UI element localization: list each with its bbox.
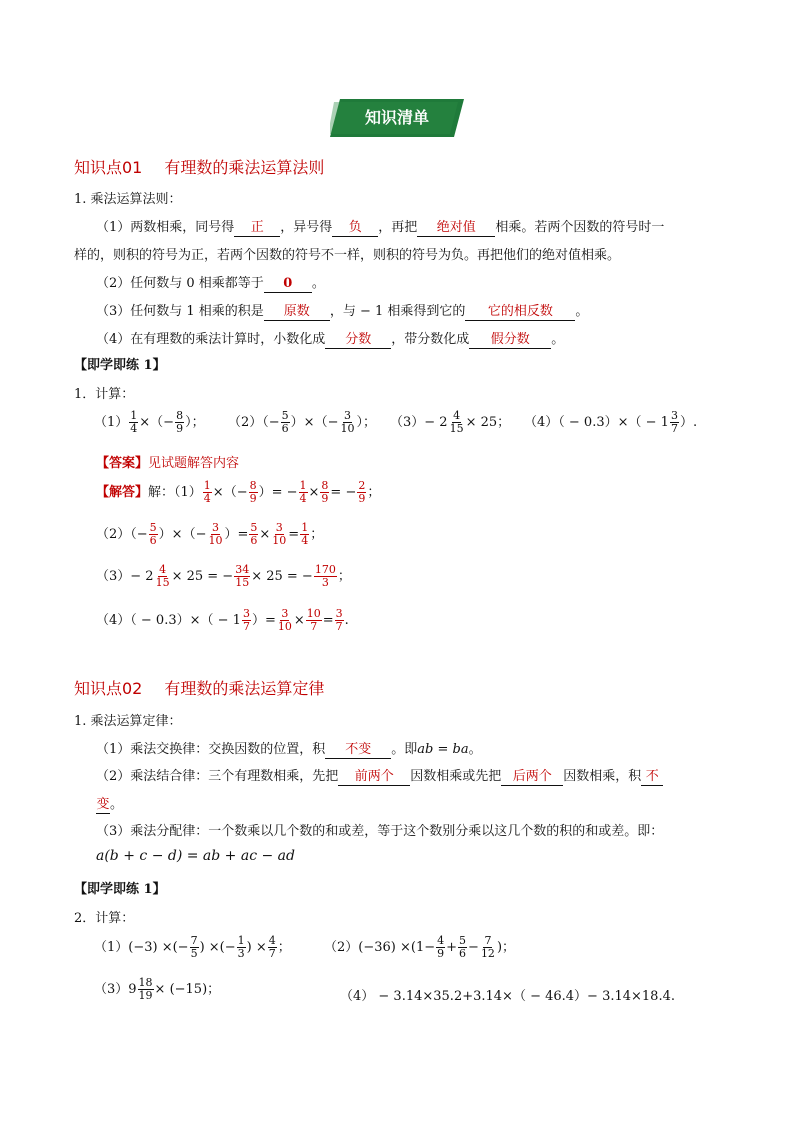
answer-line <box>96 452 239 471</box>
blank-zero: 0 <box>264 276 312 293</box>
rule-line-1: （1）两数相乘，同号得 正 ，异号得 负 ，再把 绝对值 相乘。若两个因数的符号时一 <box>96 220 665 235</box>
question-1: 1．计算： <box>74 387 135 402</box>
rule-line-4: （4）在有理数的乘法计算时，小数化成 分数 ，带分数化成 假分数 。 <box>96 332 565 347</box>
blank-unchanged-2a: 不 <box>641 769 663 786</box>
blank-fraction: 分数 <box>325 332 391 349</box>
blank-unchanged: 不变 <box>325 742 391 759</box>
rule-line-2: （2）任何数与 0 相乘都等于 0 。 <box>96 276 325 291</box>
solution-3: （3）− 2 $\frac{4}{15}$ × 25 = − $\frac{34}{15}$ × 25 = − $\frac{170}{3}$ ； <box>96 563 351 590</box>
banner-title: 知识清单 <box>364 108 429 127</box>
blank-negative: 负 <box>332 220 378 237</box>
problem-2-1: （1）(−3) ×(− $\frac{7}{5}$ ) ×(− $\frac{1}{3}$ ) × $\frac{4}{7}$ ； <box>94 934 291 961</box>
problem-1-4: （4）（ − 0.3）×（ − 1 $\frac{3}{7}$ ）. <box>524 409 698 436</box>
blank-opposite: 它的相反数 <box>465 304 575 321</box>
practice-tag-2: 【即学即练 1】 <box>74 882 166 897</box>
problem-2-3: （3）9 $\frac{18}{19}$ × (−15)； <box>94 976 221 1003</box>
section-banner <box>330 99 464 137</box>
solution-2: （2）（− $\frac{5}{6}$ ）×（− $\frac{3}{10}$ ）= $\frac{5}{6}$ × $\frac{3}{10}$ = $\frac{1}{4}$ ； <box>96 521 324 548</box>
section-1-number: 知识点01 <box>74 158 143 177</box>
section-1-name: 有理数的乘法运算法则 <box>164 158 325 177</box>
answer-tag: 【答案】 <box>96 456 149 471</box>
law-line-2b: 变。 <box>96 797 124 812</box>
question-2: 2．计算： <box>74 911 135 926</box>
rule-line-3: （3）任何数与 1 相乘的积是 原数 ，与 − 1 相乘得到它的 它的相反数 。 <box>96 304 589 319</box>
blank-first-two: 前两个 <box>338 769 410 786</box>
problem-2-4: （4） − 3.14×35.2+3.14×（ − 46.4）− 3.14×18.4. <box>340 989 675 1004</box>
law-line-1: （1）乘法交换律：交换因数的位置，积 不变 。即ab = ba。 <box>96 742 482 757</box>
blank-improper: 假分数 <box>469 332 551 349</box>
section-1-title <box>74 155 324 178</box>
rule-heading: 1. 乘法运算法则： <box>74 192 182 207</box>
section-2-title <box>74 676 324 699</box>
solution-tag: 【解答】 <box>96 485 149 501</box>
blank-positive: 正 <box>234 220 280 237</box>
solution-1: 【解答】解：（1） $\frac{1}{4}$ ×（− $\frac{8}{9}$ ）= − $\frac{1}{4}$ × $\frac{8}{9}$ = − $\frac{2}{9}$ ； <box>96 479 381 506</box>
practice-tag-1: 【即学即练 1】 <box>74 358 166 373</box>
blank-unchanged-2b: 变 <box>96 797 110 812</box>
distributive-formula: a(b + c − d) = ab + ac − ad <box>96 848 295 864</box>
blank-abs-value: 绝对值 <box>417 220 495 237</box>
answer-text: 见试题解答内容 <box>148 456 240 471</box>
law-line-3: （3）乘法分配律：一个数乘以几个数的和或差，等于这个数别分乘以这几个数的积的和或差。即： <box>96 824 664 839</box>
blank-last-two: 后两个 <box>501 769 563 786</box>
problem-2-2: （2）(−36) ×(1− $\frac{4}{9}$ + $\frac{5}{6}$ − $\frac{7}{12}$ )； <box>324 934 516 961</box>
blank-original: 原数 <box>264 304 330 321</box>
problem-1-2: （2）（− $\frac{5}{6}$ ）×（− $\frac{3}{10}$ ）； <box>228 409 376 436</box>
section-2-number: 知识点02 <box>74 679 143 698</box>
problem-1-1: （1） $\frac{1}{4}$ ×（− $\frac{8}{9}$ ）； <box>94 409 205 436</box>
problem-1-3: （3）− 2 $\frac{4}{15}$ × 25； <box>390 409 511 436</box>
law-line-2: （2）乘法结合律：三个有理数相乘，先把 前两个 因数相乘或先把 后两个 因数相乘，积 不 <box>96 765 663 786</box>
section-2-name: 有理数的乘法运算定律 <box>164 679 325 698</box>
law-heading: 1. 乘法运算定律： <box>74 714 182 729</box>
solution-4: （4）（ − 0.3）×（ − 1 $\frac{3}{7}$ ）= $\frac{3}{10}$ × $\frac{10}{7}$ = $\frac{3}{7}$ . <box>96 607 349 634</box>
rule-line-1b: 样的，则积的符号为正，若两个因数的符号不一样，则积的符号为负。再把他们的绝对值相乘。 <box>74 248 621 263</box>
